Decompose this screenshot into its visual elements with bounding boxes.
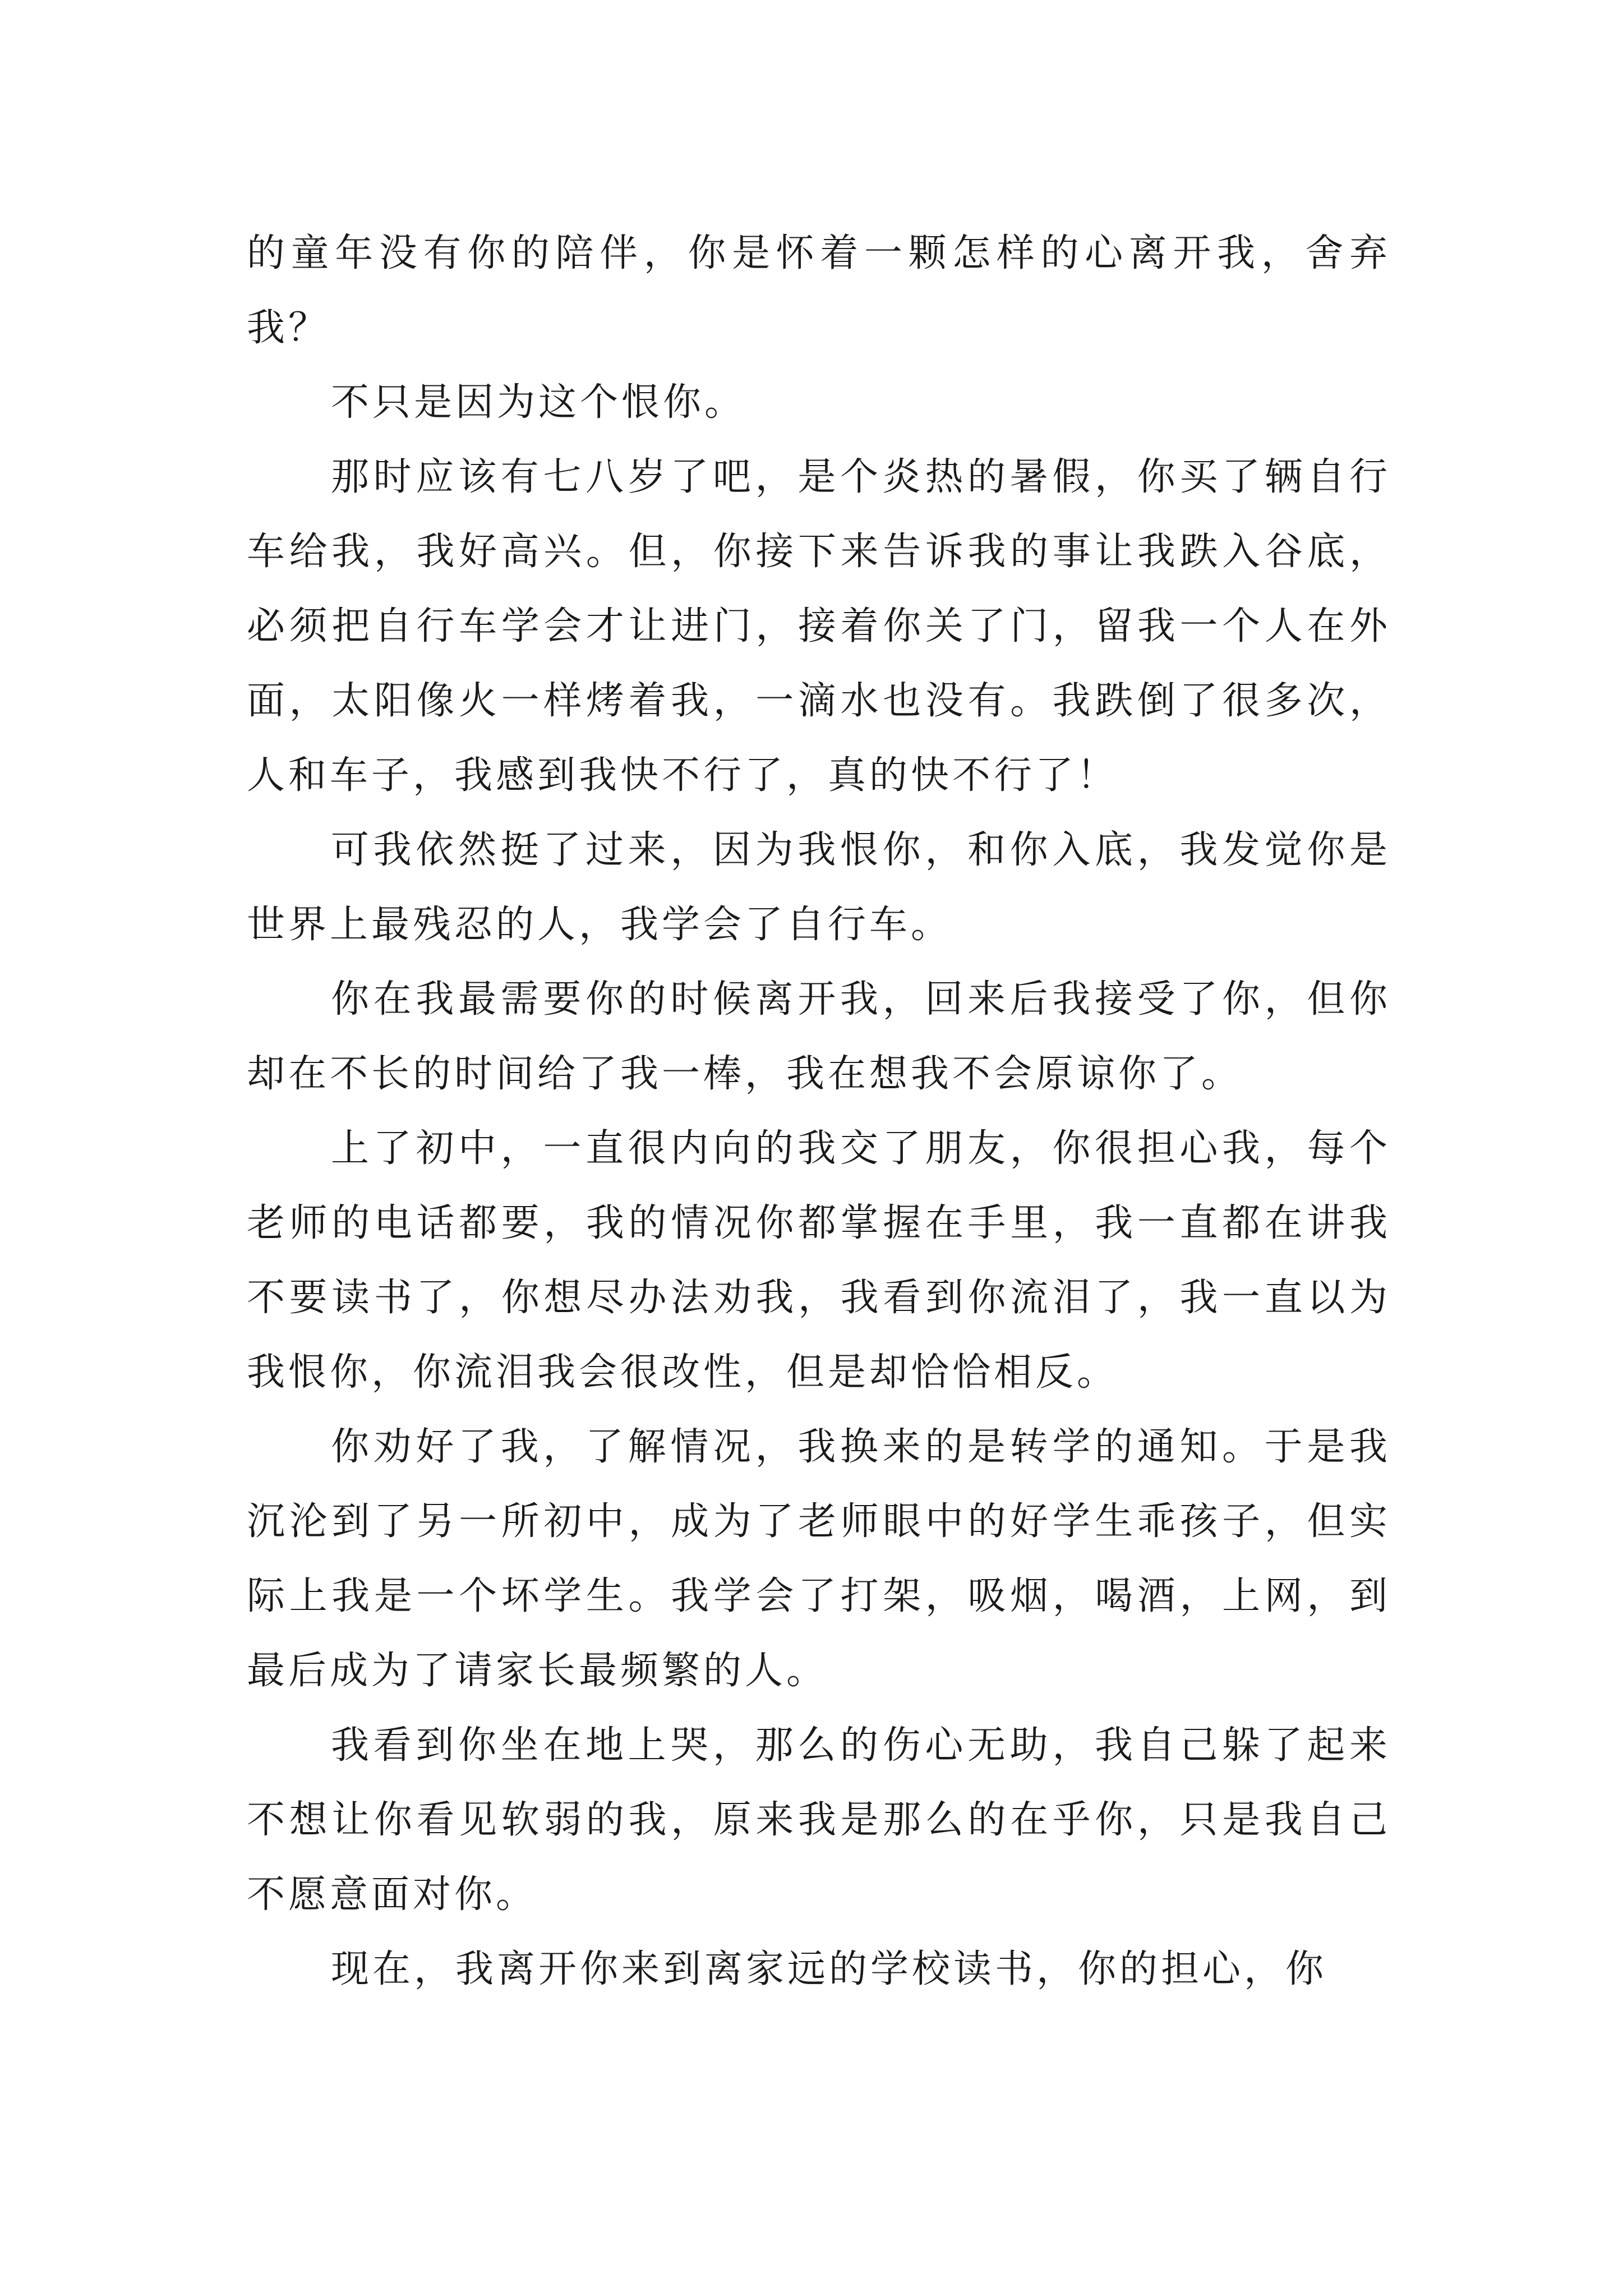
paragraph: 可我依然挺了过来，因为我恨你，和你入底，我发觉你是世界上最残忍的人，我学会了自行车。 — [247, 828, 1391, 947]
paragraph: 的童年没有你的陪伴，你是怀着一颗怎样的心离开我，舍弃我？ — [247, 231, 1391, 350]
body-text — [247, 216, 1391, 2007]
paragraph: 上了初中，一直很内向的我交了朋友，你很担心我，每个老师的电话都要，我的情况你都掌握在手里，我一直都在讲我不要读书了，你想尽办法劝我，我看到你流泪了，我一直以为我恨你，你流泪我会很改性，但是却恰恰相反。 — [247, 1126, 1391, 1395]
paragraph: 不只是因为这个恨你。 — [331, 380, 746, 425]
paragraph: 你劝好了我，了解情况，我换来的是转学的通知。于是我沉沦到了另一所初中，成为了老师眼中的好学生乖孩子，但实际上我是一个坏学生。我学会了打架，吸烟，喝酒，上网，到最后成为了请家长最频繁的人。 — [247, 1425, 1391, 1693]
paragraph: 那时应该有七八岁了吧，是个炎热的暑假，你买了辆自行车给我，我好高兴。但，你接下来告诉我的事让我跌入谷底，必须把自行车学会才让进门，接着你关了门，留我一个人在外面，太阳像火一样烤着我，一滴水也没有。我跌倒了很多次，人和车子，我感到我快不行了，真的快不行了！ — [247, 455, 1391, 798]
paragraph: 现在，我离开你来到离家远的学校读书，你的担心，你 — [331, 1947, 1327, 1991]
paragraph: 我看到你坐在地上哭，那么的伤心无助，我自己躲了起来不想让你看见软弱的我，原来我是那么的在乎你，只是我自己不愿意面对你。 — [247, 1723, 1391, 1917]
paragraph: 你在我最需要你的时候离开我，回来后我接受了你，但你却在不长的时间给了我一棒，我在想我不会原谅你了。 — [247, 977, 1391, 1096]
